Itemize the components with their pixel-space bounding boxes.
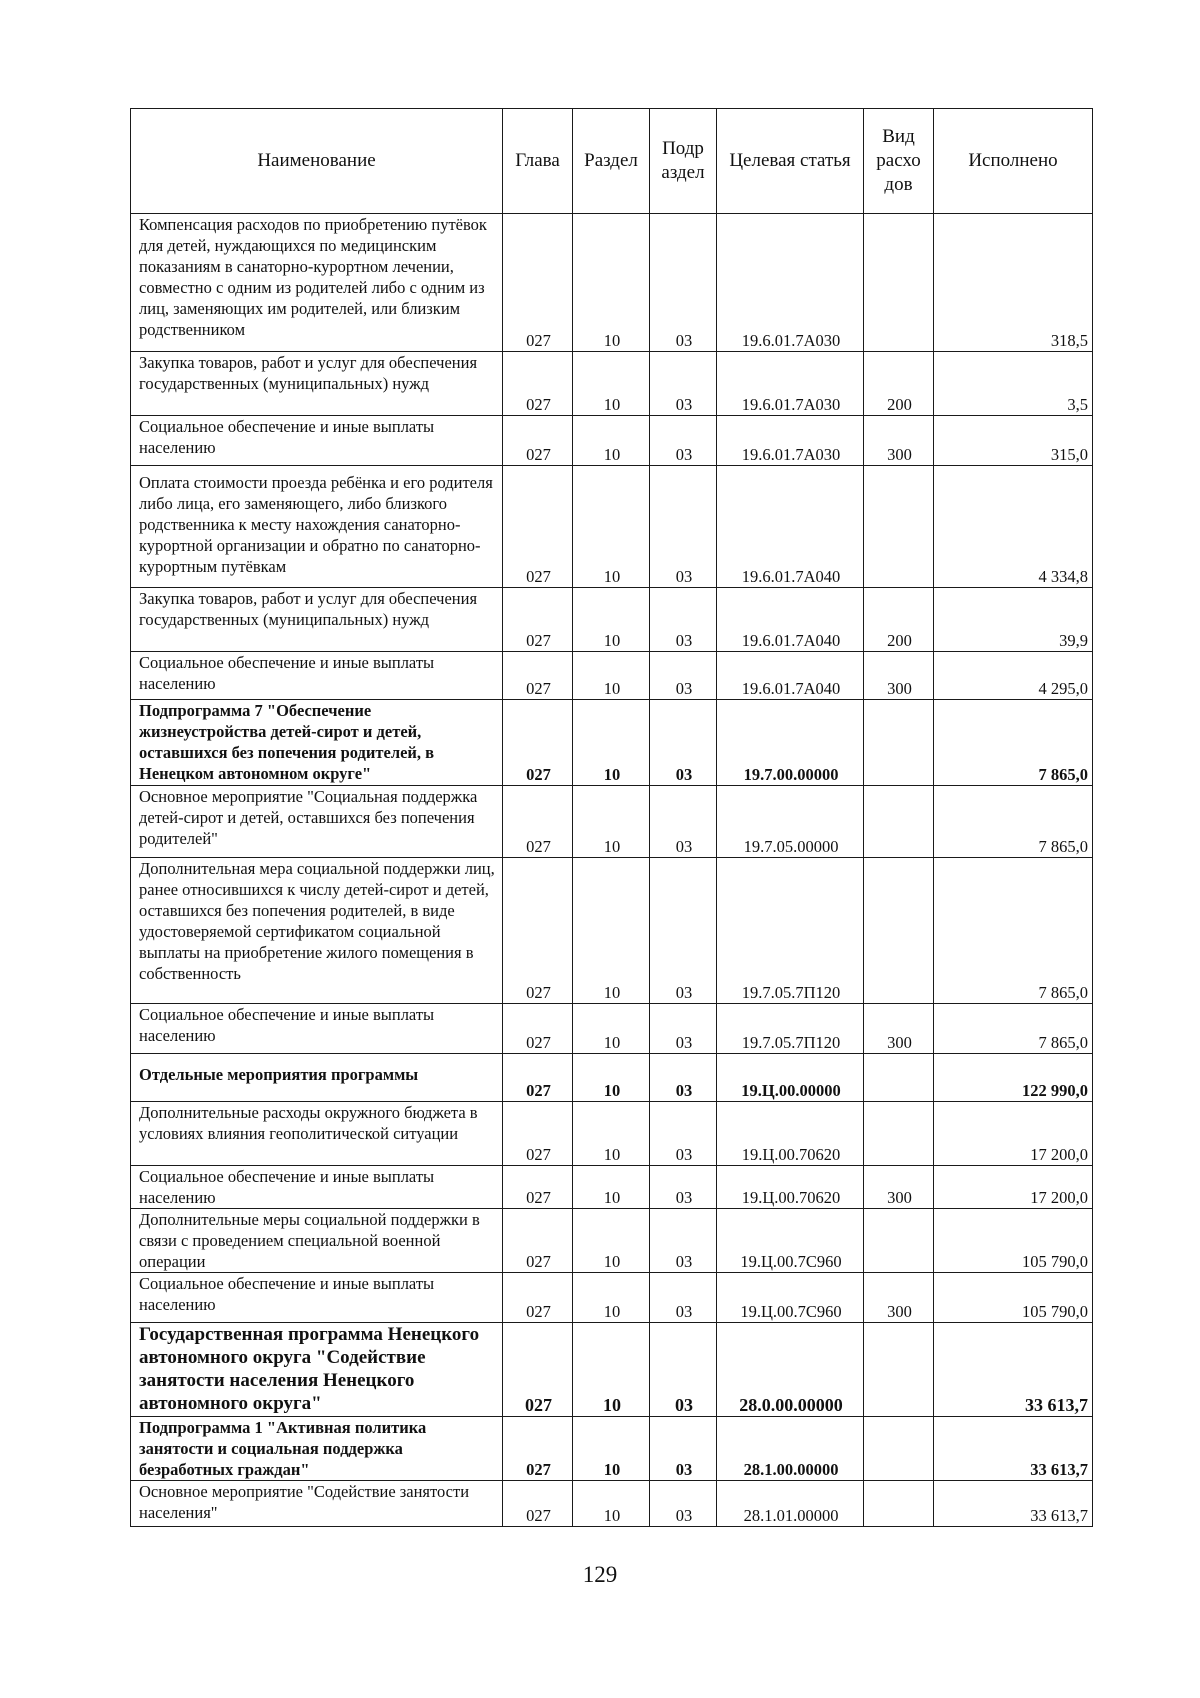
cell-vid xyxy=(864,1209,934,1273)
cell-vid: 300 xyxy=(864,1004,934,1054)
cell-celevaya: 28.1.01.00000 xyxy=(717,1481,864,1527)
page-number: 129 xyxy=(582,1562,618,1587)
cell-razdel: 10 xyxy=(573,1054,650,1102)
cell-razdel: 10 xyxy=(573,352,650,416)
cell-razdel: 10 xyxy=(573,1323,650,1417)
cell-vid xyxy=(864,214,934,352)
table-row xyxy=(131,588,1093,652)
table-row xyxy=(131,1166,1093,1209)
cell-name: Оплата стоимости проезда ребёнка и его родителя либо лица, его заменяющего, либо близкого родственника к месту нахождения санаторно-курортной организации и обратно по санаторно-курортным путёвкам xyxy=(131,466,503,588)
cell-razdel: 10 xyxy=(573,1102,650,1166)
cell-podrazdel: 03 xyxy=(650,1102,717,1166)
cell-glava: 027 xyxy=(503,1102,573,1166)
cell-razdel: 10 xyxy=(573,1481,650,1527)
cell-celevaya: 19.7.05.7П120 xyxy=(717,1004,864,1054)
cell-razdel: 10 xyxy=(573,652,650,700)
cell-razdel: 10 xyxy=(573,786,650,858)
cell-celevaya: 28.0.00.00000 xyxy=(717,1323,864,1417)
cell-glava: 027 xyxy=(503,1054,573,1102)
cell-glava: 027 xyxy=(503,786,573,858)
table-row xyxy=(131,652,1093,700)
header-name: Наименование xyxy=(131,109,503,214)
cell-celevaya: 19.Ц.00.00000 xyxy=(717,1054,864,1102)
table-row xyxy=(131,1102,1093,1166)
cell-ispolneno: 33 613,7 xyxy=(934,1481,1093,1527)
cell-name: Закупка товаров, работ и услуг для обеспечения государственных (муниципальных) нужд xyxy=(131,588,503,652)
cell-podrazdel: 03 xyxy=(650,466,717,588)
cell-glava: 027 xyxy=(503,1323,573,1417)
cell-celevaya: 19.7.00.00000 xyxy=(717,700,864,786)
cell-name: Основное мероприятие "Содействие занятости населения" xyxy=(131,1481,503,1527)
cell-vid xyxy=(864,1481,934,1527)
cell-podrazdel: 03 xyxy=(650,352,717,416)
table-row xyxy=(131,416,1093,466)
cell-name: Дополнительные расходы окружного бюджета в условиях влияния геополитической ситуации xyxy=(131,1102,503,1166)
cell-ispolneno: 7 865,0 xyxy=(934,858,1093,1004)
cell-celevaya: 19.6.01.7А040 xyxy=(717,652,864,700)
cell-glava: 027 xyxy=(503,588,573,652)
header-glava: Глава xyxy=(503,109,573,214)
cell-ispolneno: 122 990,0 xyxy=(934,1054,1093,1102)
table-row xyxy=(131,214,1093,352)
cell-podrazdel: 03 xyxy=(650,786,717,858)
cell-name: Социальное обеспечение и иные выплаты населению xyxy=(131,1004,503,1054)
cell-vid: 300 xyxy=(864,1273,934,1323)
cell-name: Социальное обеспечение и иные выплаты населению xyxy=(131,652,503,700)
table-row xyxy=(131,1273,1093,1323)
cell-vid xyxy=(864,1417,934,1481)
cell-razdel: 10 xyxy=(573,1273,650,1323)
cell-glava: 027 xyxy=(503,1004,573,1054)
cell-ispolneno: 4 295,0 xyxy=(934,652,1093,700)
cell-name: Социальное обеспечение и иные выплаты населению xyxy=(131,1273,503,1323)
cell-name: Основное мероприятие "Социальная поддержка детей-сирот и детей, оставшихся без попечения родителей" xyxy=(131,786,503,858)
cell-name: Подпрограмма 1 "Активная политика занятости и социальная поддержка безработных граждан" xyxy=(131,1417,503,1481)
cell-vid: 300 xyxy=(864,416,934,466)
cell-celevaya: 19.Ц.00.7С960 xyxy=(717,1209,864,1273)
cell-razdel: 10 xyxy=(573,700,650,786)
cell-name: Дополнительная мера социальной поддержки лиц, ранее относившихся к числу детей-сирот и детей, оставшихся без попечения родителей, в виде удостоверяемой сертификатом социальной выплаты на приобретение жилого помещения в собственность xyxy=(131,858,503,1004)
header-ispolneno: Исполнено xyxy=(934,109,1093,214)
cell-ispolneno: 318,5 xyxy=(934,214,1093,352)
cell-podrazdel: 03 xyxy=(650,1323,717,1417)
cell-name: Закупка товаров, работ и услуг для обеспечения государственных (муниципальных) нужд xyxy=(131,352,503,416)
table-row xyxy=(131,352,1093,416)
cell-ispolneno: 17 200,0 xyxy=(934,1166,1093,1209)
cell-vid: 200 xyxy=(864,588,934,652)
cell-glava: 027 xyxy=(503,700,573,786)
cell-name: Социальное обеспечение и иные выплаты населению xyxy=(131,1166,503,1209)
table-row xyxy=(131,786,1093,858)
table-row xyxy=(131,700,1093,786)
cell-glava: 027 xyxy=(503,1273,573,1323)
cell-ispolneno: 105 790,0 xyxy=(934,1209,1093,1273)
cell-podrazdel: 03 xyxy=(650,416,717,466)
cell-vid xyxy=(864,786,934,858)
cell-glava: 027 xyxy=(503,1209,573,1273)
cell-celevaya: 28.1.00.00000 xyxy=(717,1417,864,1481)
cell-glava: 027 xyxy=(503,352,573,416)
cell-ispolneno: 105 790,0 xyxy=(934,1273,1093,1323)
cell-vid xyxy=(864,858,934,1004)
cell-razdel: 10 xyxy=(573,858,650,1004)
header-razdel: Раздел xyxy=(573,109,650,214)
cell-podrazdel: 03 xyxy=(650,1054,717,1102)
cell-podrazdel: 03 xyxy=(650,214,717,352)
table-row xyxy=(131,858,1093,1004)
cell-podrazdel: 03 xyxy=(650,1417,717,1481)
cell-ispolneno: 3,5 xyxy=(934,352,1093,416)
cell-ispolneno: 7 865,0 xyxy=(934,700,1093,786)
cell-ispolneno: 17 200,0 xyxy=(934,1102,1093,1166)
table-row xyxy=(131,1323,1093,1417)
cell-name: Социальное обеспечение и иные выплаты населению xyxy=(131,416,503,466)
cell-ispolneno: 39,9 xyxy=(934,588,1093,652)
cell-ispolneno: 7 865,0 xyxy=(934,1004,1093,1054)
cell-name: Отдельные мероприятия программы xyxy=(131,1054,503,1102)
cell-razdel: 10 xyxy=(573,1209,650,1273)
cell-glava: 027 xyxy=(503,416,573,466)
cell-celevaya: 19.6.01.7А040 xyxy=(717,588,864,652)
header-vid: Вид расхо дов xyxy=(864,109,934,214)
cell-vid: 300 xyxy=(864,1166,934,1209)
cell-name: Дополнительные меры социальной поддержки в связи с проведением специальной военной операции xyxy=(131,1209,503,1273)
cell-podrazdel: 03 xyxy=(650,1004,717,1054)
cell-glava: 027 xyxy=(503,1481,573,1527)
cell-ispolneno: 33 613,7 xyxy=(934,1323,1093,1417)
cell-razdel: 10 xyxy=(573,1004,650,1054)
cell-celevaya: 19.Ц.00.70620 xyxy=(717,1166,864,1209)
cell-vid: 300 xyxy=(864,652,934,700)
cell-vid xyxy=(864,1102,934,1166)
header-podrazdel: Подр аздел xyxy=(650,109,717,214)
cell-vid: 200 xyxy=(864,352,934,416)
table-row xyxy=(131,1054,1093,1102)
cell-vid xyxy=(864,700,934,786)
cell-celevaya: 19.7.05.00000 xyxy=(717,786,864,858)
cell-razdel: 10 xyxy=(573,588,650,652)
cell-glava: 027 xyxy=(503,652,573,700)
cell-glava: 027 xyxy=(503,1417,573,1481)
cell-celevaya: 19.Ц.00.70620 xyxy=(717,1102,864,1166)
cell-name: Подпрограмма 7 "Обеспечение жизнеустройства детей-сирот и детей, оставшихся без попечения родителей, в Ненецком автономном округе" xyxy=(131,700,503,786)
cell-celevaya: 19.6.01.7А030 xyxy=(717,416,864,466)
cell-ispolneno: 4 334,8 xyxy=(934,466,1093,588)
table-row xyxy=(131,1417,1093,1481)
cell-podrazdel: 03 xyxy=(650,1166,717,1209)
cell-ispolneno: 7 865,0 xyxy=(934,786,1093,858)
budget-table xyxy=(130,108,1093,1527)
header-celevaya: Целевая статья xyxy=(717,109,864,214)
cell-razdel: 10 xyxy=(573,214,650,352)
table-row xyxy=(131,1481,1093,1527)
cell-vid xyxy=(864,1054,934,1102)
cell-celevaya: 19.6.01.7А030 xyxy=(717,352,864,416)
cell-name: Компенсация расходов по приобретению путёвок для детей, нуждающихся по медицинским показаниям в санаторно-курортном лечении, совместно с одним из родителей либо с одним из лиц, заменяющих им родителей, или близким родственником xyxy=(131,214,503,352)
cell-name: Государственная программа Ненецкого автономного округа "Содействие занятости населения Ненецкого автономного округа" xyxy=(131,1323,503,1417)
cell-glava: 027 xyxy=(503,858,573,1004)
cell-razdel: 10 xyxy=(573,1417,650,1481)
cell-ispolneno: 33 613,7 xyxy=(934,1417,1093,1481)
cell-glava: 027 xyxy=(503,1166,573,1209)
table-row xyxy=(131,1004,1093,1054)
cell-celevaya: 19.6.01.7А040 xyxy=(717,466,864,588)
table-row xyxy=(131,1209,1093,1273)
cell-razdel: 10 xyxy=(573,466,650,588)
cell-podrazdel: 03 xyxy=(650,1273,717,1323)
table-row xyxy=(131,466,1093,588)
cell-podrazdel: 03 xyxy=(650,700,717,786)
table-header-row xyxy=(131,109,1093,214)
cell-celevaya: 19.6.01.7А030 xyxy=(717,214,864,352)
cell-celevaya: 19.7.05.7П120 xyxy=(717,858,864,1004)
cell-vid xyxy=(864,1323,934,1417)
cell-podrazdel: 03 xyxy=(650,652,717,700)
cell-ispolneno: 315,0 xyxy=(934,416,1093,466)
cell-celevaya: 19.Ц.00.7С960 xyxy=(717,1273,864,1323)
cell-glava: 027 xyxy=(503,214,573,352)
cell-glava: 027 xyxy=(503,466,573,588)
cell-razdel: 10 xyxy=(573,1166,650,1209)
cell-podrazdel: 03 xyxy=(650,588,717,652)
cell-podrazdel: 03 xyxy=(650,1209,717,1273)
budget-table-container xyxy=(130,108,1092,1527)
cell-razdel: 10 xyxy=(573,416,650,466)
cell-podrazdel: 03 xyxy=(650,1481,717,1527)
cell-podrazdel: 03 xyxy=(650,858,717,1004)
cell-vid xyxy=(864,466,934,588)
